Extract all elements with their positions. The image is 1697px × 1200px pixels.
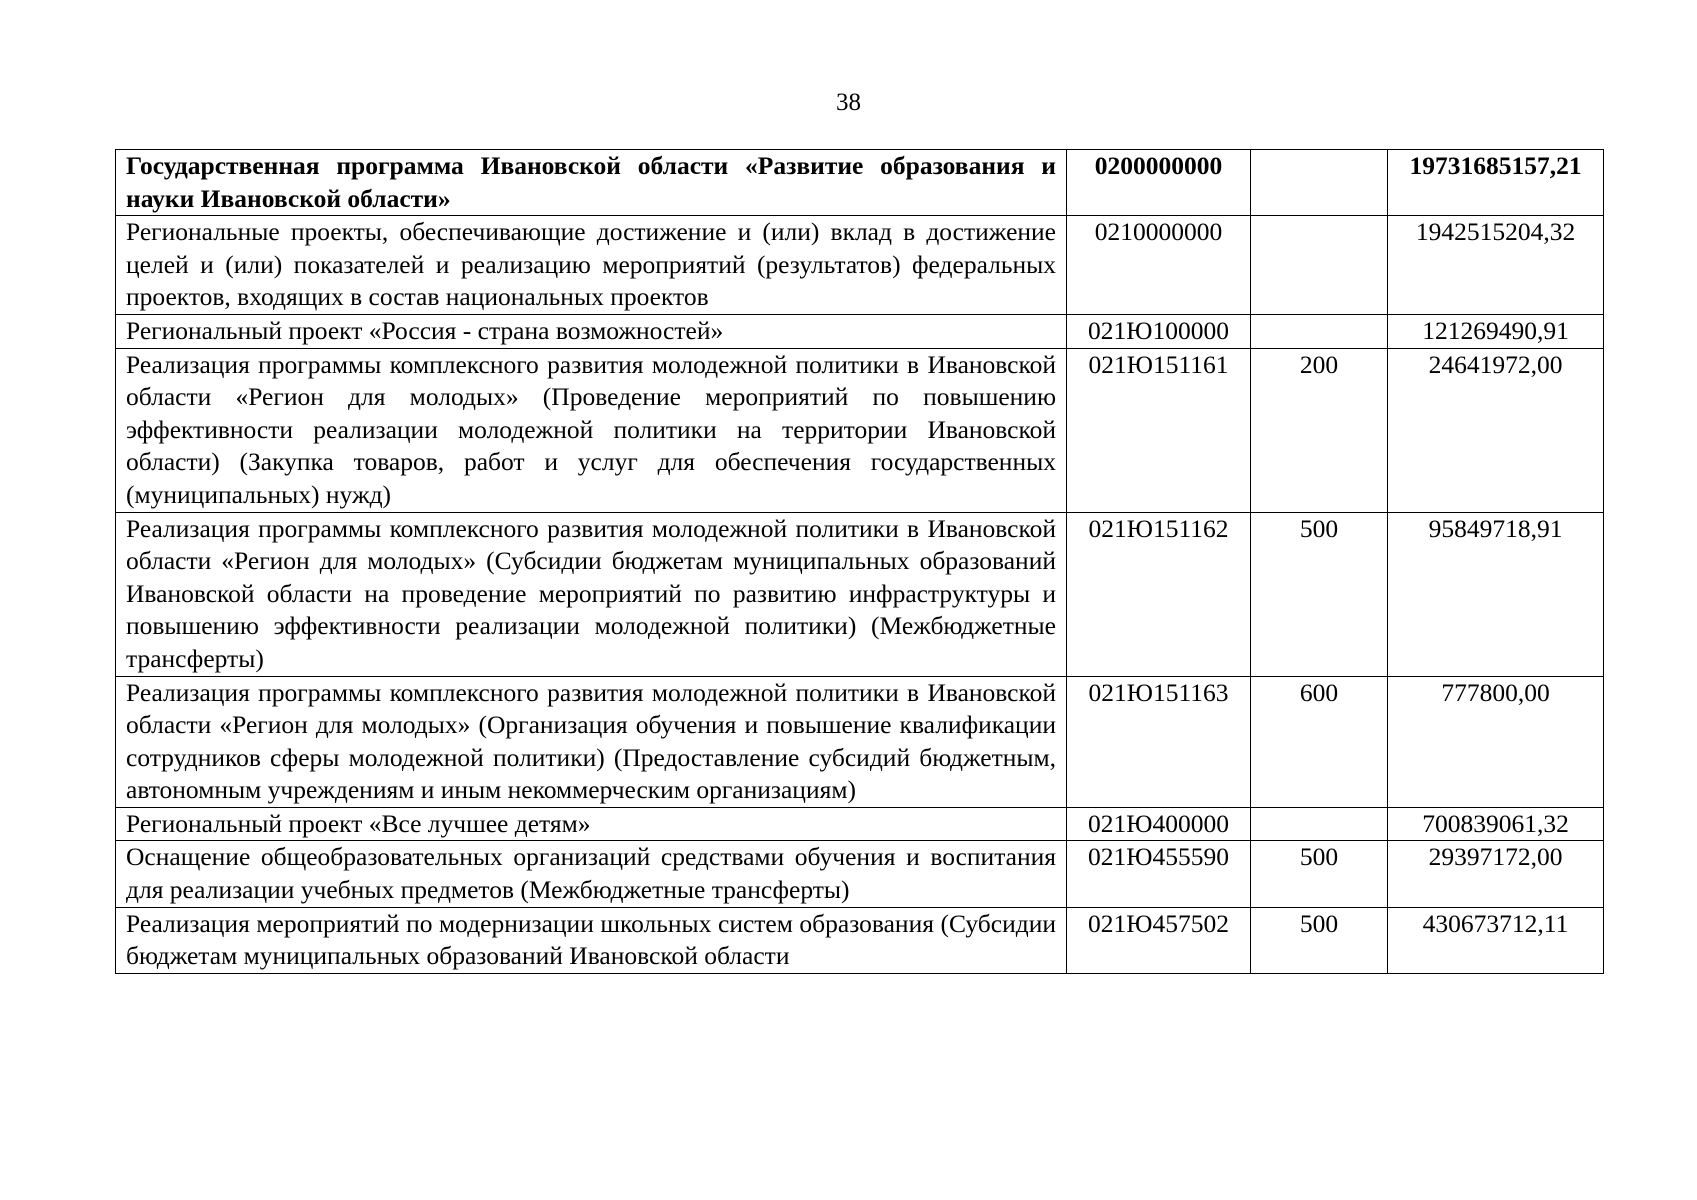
amount-value: 19731685157,21 bbox=[1388, 150, 1604, 216]
target-article-code: 021Ю457502 bbox=[1067, 907, 1251, 973]
table-row bbox=[116, 907, 1604, 973]
row-name: Региональный проект «Все лучшее детям» bbox=[116, 807, 1067, 841]
table-row bbox=[116, 512, 1604, 676]
expense-type-code: 500 bbox=[1251, 907, 1388, 973]
target-article-code: 021Ю100000 bbox=[1067, 314, 1251, 348]
amount-value: 95849718,91 bbox=[1388, 512, 1604, 676]
row-name: Реализация программы комплексного развития молодежной политики в Ивановской области «Регион для молодых» (Организация обучения и повышение квалификации сотрудников сферы молодежной политики) (Предоставление субсидий бюджетным, автономным учреждениям и иным некоммерческим организациям) bbox=[116, 676, 1067, 807]
row-name: Реализация программы комплексного развития молодежной политики в Ивановской области «Регион для молодых» (Субсидии бюджетам муниципальных образований Ивановской области на проведение мероприятий по развитию инфраструктуры и повышению эффективности реализации молодежной политики) (Межбюджетные трансферты) bbox=[116, 512, 1067, 676]
target-article-code: 021Ю455590 bbox=[1067, 841, 1251, 907]
amount-value: 777800,00 bbox=[1388, 676, 1604, 807]
amount-value: 29397172,00 bbox=[1388, 841, 1604, 907]
target-article-code: 021Ю400000 bbox=[1067, 807, 1251, 841]
table-row bbox=[116, 314, 1604, 348]
row-name: Реализация программы комплексного развития молодежной политики в Ивановской области «Регион для молодых» (Проведение мероприятий по повышению эффективности реализации молодежной политики на территории Ивановской области) (Закупка товаров, работ и услуг для обеспечения государственных (муниципальных) нужд) bbox=[116, 348, 1067, 512]
target-article-code: 0200000000 bbox=[1067, 150, 1251, 216]
expense-type-code bbox=[1251, 150, 1388, 216]
target-article-code: 0210000000 bbox=[1067, 216, 1251, 315]
amount-value: 700839061,32 bbox=[1388, 807, 1604, 841]
expense-type-code: 200 bbox=[1251, 348, 1388, 512]
row-name: Региональные проекты, обеспечивающие достижение и (или) вклад в достижение целей и (или) показателей и реализацию мероприятий (результатов) федеральных проектов, входящих в состав национальных проектов bbox=[116, 216, 1067, 315]
target-article-code: 021Ю151163 bbox=[1067, 676, 1251, 807]
amount-value: 121269490,91 bbox=[1388, 314, 1604, 348]
amount-value: 430673712,11 bbox=[1388, 907, 1604, 973]
row-name: Оснащение общеобразовательных организаций средствами обучения и воспитания для реализации учебных предметов (Межбюджетные трансферты) bbox=[116, 841, 1067, 907]
expense-type-code bbox=[1251, 314, 1388, 348]
amount-value: 1942515204,32 bbox=[1388, 216, 1604, 315]
page-number: 38 bbox=[836, 89, 861, 116]
table-row bbox=[116, 676, 1604, 807]
target-article-code: 021Ю151161 bbox=[1067, 348, 1251, 512]
expense-type-code: 500 bbox=[1251, 512, 1388, 676]
row-name: Региональный проект «Россия - страна возможностей» bbox=[116, 314, 1067, 348]
expense-type-code bbox=[1251, 216, 1388, 315]
table-row bbox=[116, 841, 1604, 907]
table-row bbox=[116, 150, 1604, 216]
budget-table bbox=[115, 149, 1604, 974]
table-row bbox=[116, 216, 1604, 315]
row-name: Реализация мероприятий по модернизации школьных систем образования (Субсидии бюджетам муниципальных образований Ивановской области bbox=[116, 907, 1067, 973]
expense-type-code bbox=[1251, 807, 1388, 841]
expense-type-code: 500 bbox=[1251, 841, 1388, 907]
amount-value: 24641972,00 bbox=[1388, 348, 1604, 512]
row-name: Государственная программа Ивановской области «Развитие образования и науки Ивановской области» bbox=[116, 150, 1067, 216]
table-row bbox=[116, 807, 1604, 841]
target-article-code: 021Ю151162 bbox=[1067, 512, 1251, 676]
table-row bbox=[116, 348, 1604, 512]
expense-type-code: 600 bbox=[1251, 676, 1388, 807]
